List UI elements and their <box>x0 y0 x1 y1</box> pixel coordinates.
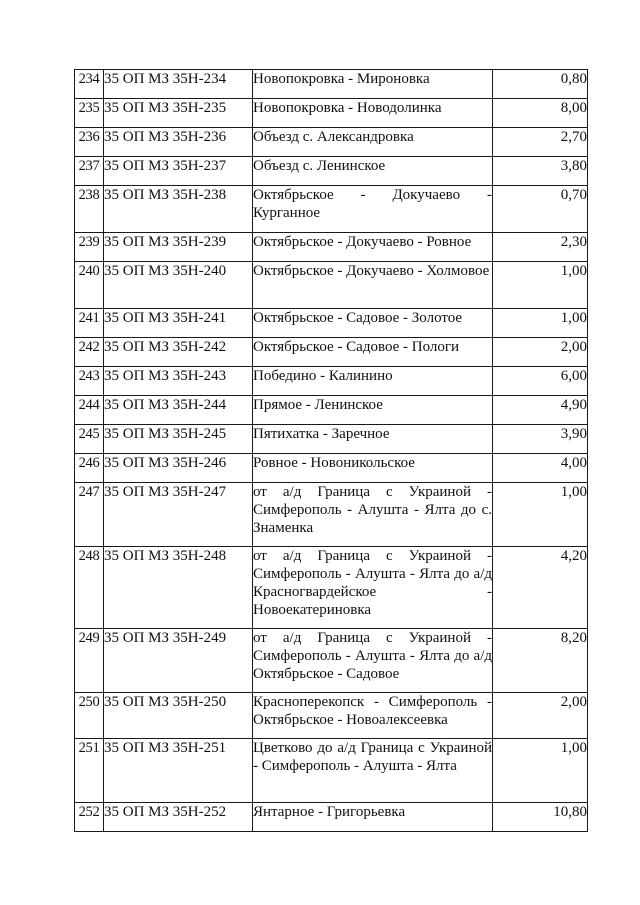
road-id: 35 ОП МЗ 35Н-243 <box>104 367 253 396</box>
row-number: 240 <box>75 262 104 309</box>
table-row <box>75 454 588 483</box>
road-id: 35 ОП МЗ 35Н-251 <box>104 739 253 803</box>
road-name: Новопокровка - Новодолинка <box>253 99 493 128</box>
table-row <box>75 70 588 99</box>
road-name: от а/д Граница с Украиной - Симферополь - Алушта - Ялта до с. Знаменка <box>253 483 493 547</box>
table-row <box>75 629 588 693</box>
road-id: 35 ОП МЗ 35Н-252 <box>104 803 253 832</box>
road-name: Объезд с. Александровка <box>253 128 493 157</box>
road-id: 35 ОП МЗ 35Н-238 <box>104 186 253 233</box>
row-number: 246 <box>75 454 104 483</box>
road-id: 35 ОП МЗ 35Н-235 <box>104 99 253 128</box>
table-row <box>75 309 588 338</box>
table-row <box>75 739 588 803</box>
table-row <box>75 367 588 396</box>
road-length: 3,80 <box>493 157 588 186</box>
road-length: 10,80 <box>493 803 588 832</box>
road-length: 8,20 <box>493 629 588 693</box>
road-length: 4,20 <box>493 547 588 629</box>
road-length: 3,90 <box>493 425 588 454</box>
row-number: 245 <box>75 425 104 454</box>
row-number: 235 <box>75 99 104 128</box>
road-name: Победино - Калинино <box>253 367 493 396</box>
road-length: 1,00 <box>493 739 588 803</box>
road-length: 1,00 <box>493 483 588 547</box>
road-id: 35 ОП МЗ 35Н-245 <box>104 425 253 454</box>
road-id: 35 ОП МЗ 35Н-248 <box>104 547 253 629</box>
road-length: 0,80 <box>493 70 588 99</box>
road-id: 35 ОП МЗ 35Н-244 <box>104 396 253 425</box>
table-row <box>75 157 588 186</box>
road-id: 35 ОП МЗ 35Н-239 <box>104 233 253 262</box>
roads-table <box>74 69 588 832</box>
road-name: Октябрьское - Садовое - Золотое <box>253 309 493 338</box>
table-row <box>75 186 588 233</box>
row-number: 236 <box>75 128 104 157</box>
row-number: 238 <box>75 186 104 233</box>
table-row <box>75 338 588 367</box>
row-number: 244 <box>75 396 104 425</box>
row-number: 250 <box>75 693 104 739</box>
table-row <box>75 128 588 157</box>
road-name: Цветково до а/д Граница с Украиной - Симферополь - Алушта - Ялта <box>253 739 493 803</box>
road-length: 4,90 <box>493 396 588 425</box>
road-name: от а/д Граница с Украиной - Симферополь - Алушта - Ялта до а/д Октябрьское - Садовое <box>253 629 493 693</box>
row-number: 241 <box>75 309 104 338</box>
road-id: 35 ОП МЗ 35Н-241 <box>104 309 253 338</box>
road-name: Октябрьское - Докучаево - Курганное <box>253 186 493 233</box>
road-name: Объезд с. Ленинское <box>253 157 493 186</box>
table-row <box>75 262 588 309</box>
row-number: 248 <box>75 547 104 629</box>
road-length: 2,30 <box>493 233 588 262</box>
table-row <box>75 99 588 128</box>
road-name: Октябрьское - Докучаево - Холмовое <box>253 262 493 309</box>
table-row <box>75 483 588 547</box>
road-length: 4,00 <box>493 454 588 483</box>
road-name: Новопокровка - Мироновка <box>253 70 493 99</box>
road-id: 35 ОП МЗ 35Н-249 <box>104 629 253 693</box>
row-number: 242 <box>75 338 104 367</box>
road-name: Октябрьское - Садовое - Пологи <box>253 338 493 367</box>
road-length: 2,70 <box>493 128 588 157</box>
row-number: 252 <box>75 803 104 832</box>
road-length: 8,00 <box>493 99 588 128</box>
table-row <box>75 425 588 454</box>
row-number: 239 <box>75 233 104 262</box>
table-row <box>75 803 588 832</box>
row-number: 249 <box>75 629 104 693</box>
road-length: 1,00 <box>493 309 588 338</box>
road-id: 35 ОП МЗ 35Н-240 <box>104 262 253 309</box>
road-name: Октябрьское - Докучаево - Ровное <box>253 233 493 262</box>
road-name: Янтарное - Григорьевка <box>253 803 493 832</box>
table-row <box>75 233 588 262</box>
roads-table-body <box>75 70 588 832</box>
row-number: 243 <box>75 367 104 396</box>
table-row <box>75 693 588 739</box>
road-length: 2,00 <box>493 693 588 739</box>
row-number: 237 <box>75 157 104 186</box>
road-id: 35 ОП МЗ 35Н-234 <box>104 70 253 99</box>
road-length: 0,70 <box>493 186 588 233</box>
table-row <box>75 547 588 629</box>
road-id: 35 ОП МЗ 35Н-247 <box>104 483 253 547</box>
road-length: 1,00 <box>493 262 588 309</box>
road-id: 35 ОП МЗ 35Н-246 <box>104 454 253 483</box>
road-id: 35 ОП МЗ 35Н-236 <box>104 128 253 157</box>
row-number: 251 <box>75 739 104 803</box>
road-id: 35 ОП МЗ 35Н-237 <box>104 157 253 186</box>
road-length: 2,00 <box>493 338 588 367</box>
road-id: 35 ОП МЗ 35Н-250 <box>104 693 253 739</box>
road-name: Прямое - Ленинское <box>253 396 493 425</box>
road-length: 6,00 <box>493 367 588 396</box>
road-name: Ровное - Новоникольское <box>253 454 493 483</box>
row-number: 234 <box>75 70 104 99</box>
road-id: 35 ОП МЗ 35Н-242 <box>104 338 253 367</box>
road-name: Пятихатка - Заречное <box>253 425 493 454</box>
table-row <box>75 396 588 425</box>
row-number: 247 <box>75 483 104 547</box>
road-name: от а/д Граница с Украиной - Симферополь - Алушта - Ялта до а/д Красногвардейское - Новоекатериновка <box>253 547 493 629</box>
road-name: Красноперекопск - Симферополь - Октябрьское - Новоалексеевка <box>253 693 493 739</box>
